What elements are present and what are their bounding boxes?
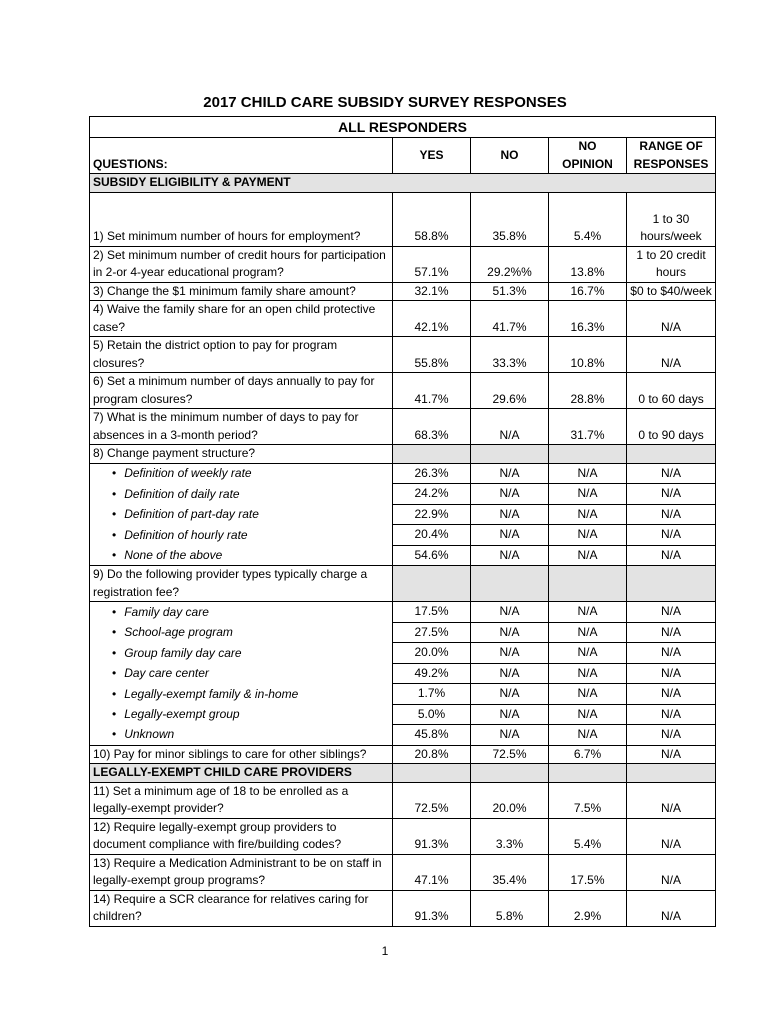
no-cell: N/A: [471, 663, 549, 684]
yes-cell: 91.3%: [393, 818, 471, 854]
range-cell: N/A: [627, 854, 716, 890]
no-opinion-cell: N/A: [549, 484, 627, 505]
question-cell: 1) Set minimum number of hours for employment?: [90, 192, 393, 246]
list-item: [90, 545, 716, 566]
no-opinion-cell: N/A: [549, 463, 627, 484]
no-cell: 3.3%: [471, 818, 549, 854]
question-cell: 3) Change the $1 minimum family share amount?: [90, 282, 393, 301]
yes-cell: 24.2%: [393, 484, 471, 505]
no-cell: 72.5%: [471, 745, 549, 764]
question-cell: 13) Require a Medication Administrant to be on staff in legally-exempt group programs?: [90, 854, 393, 890]
no-cell: 41.7%: [471, 301, 549, 337]
range-cell: N/A: [627, 725, 716, 746]
yes-cell: 58.8%: [393, 192, 471, 246]
yes-cell: 57.1%: [393, 246, 471, 282]
yes-cell: 55.8%: [393, 337, 471, 373]
table-row: [90, 301, 716, 337]
section-row: [90, 174, 716, 193]
yes-cell: [393, 445, 471, 464]
no-cell: 35.8%: [471, 192, 549, 246]
no-cell: N/A: [471, 622, 549, 643]
no-opinion-cell: 5.4%: [549, 192, 627, 246]
no-opinion-cell: [549, 445, 627, 464]
range-cell: N/A: [627, 704, 716, 725]
no-opinion-cell: 16.7%: [549, 282, 627, 301]
no-cell: N/A: [471, 525, 549, 546]
document-title: 2017 CHILD CARE SUBSIDY SURVEY RESPONSES: [203, 94, 567, 111]
no-opinion-cell: N/A: [549, 545, 627, 566]
no-opinion-cell: N/A: [549, 622, 627, 643]
no-opinion-cell: 7.5%: [549, 782, 627, 818]
no-cell: [471, 566, 549, 602]
question-cell: • School-age program: [90, 622, 393, 643]
range-cell: N/A: [627, 684, 716, 705]
question-cell: • None of the above: [90, 545, 393, 566]
range-cell: 0 to 60 days: [627, 373, 716, 409]
range-cell: N/A: [627, 745, 716, 764]
question-cell: • Legally-exempt group: [90, 704, 393, 725]
range-cell: N/A: [627, 818, 716, 854]
list-item: [90, 643, 716, 664]
no-cell: [471, 445, 549, 464]
no-cell: 35.4%: [471, 854, 549, 890]
no-cell: N/A: [471, 684, 549, 705]
question-cell: • Family day care: [90, 602, 393, 623]
range-cell: N/A: [627, 337, 716, 373]
question-cell: 7) What is the minimum number of days to pay for absences in a 3-month period?: [90, 409, 393, 445]
range-cell: [627, 566, 716, 602]
table-row: [90, 192, 716, 246]
range-cell: 1 to 30 hours/week: [627, 192, 716, 246]
yes-cell: 20.0%: [393, 643, 471, 664]
yes-cell: 68.3%: [393, 409, 471, 445]
no-opinion-cell: 16.3%: [549, 301, 627, 337]
yes-cell: 72.5%: [393, 782, 471, 818]
question-cell: 8) Change payment structure?: [90, 445, 393, 464]
range-cell: N/A: [627, 782, 716, 818]
no-cell: 33.3%: [471, 337, 549, 373]
table-row: [90, 818, 716, 854]
table-row: [90, 337, 716, 373]
range-cell: 0 to 90 days: [627, 409, 716, 445]
list-item: [90, 484, 716, 505]
no-cell: 29.2%%: [471, 246, 549, 282]
no-opinion-cell: 2.9%: [549, 890, 627, 926]
question-cell: 5) Retain the district option to pay for program closures?: [90, 337, 393, 373]
section-heading: LEGALLY-EXEMPT CHILD CARE PROVIDERS: [90, 764, 393, 783]
question-cell: 2) Set minimum number of credit hours for participation in 2-or 4-year educational program?: [90, 246, 393, 282]
range-cell: N/A: [627, 463, 716, 484]
table-row: [90, 373, 716, 409]
table-row: [90, 854, 716, 890]
range-cell: N/A: [627, 545, 716, 566]
yes-cell: 27.5%: [393, 622, 471, 643]
no-opinion-cell: 31.7%: [549, 409, 627, 445]
no-opinion-cell: 28.8%: [549, 373, 627, 409]
questions-header: QUESTIONS:: [90, 138, 393, 174]
question-cell: • Definition of weekly rate: [90, 463, 393, 484]
no-opinion-cell: N/A: [549, 684, 627, 705]
range-cell: N/A: [627, 622, 716, 643]
question-cell: • Day care center: [90, 663, 393, 684]
page-number: 1: [381, 944, 389, 958]
yes-cell: 20.8%: [393, 745, 471, 764]
no-opinion-cell: 5.4%: [549, 818, 627, 854]
header-row: [90, 138, 716, 174]
question-cell: 9) Do the following provider types typically charge a registration fee?: [90, 566, 393, 602]
yes-cell: 45.8%: [393, 725, 471, 746]
question-cell: • Definition of part-day rate: [90, 504, 393, 525]
no-header: NO: [471, 138, 549, 174]
all-responders-label: ALL RESPONDERS: [90, 117, 716, 138]
section-filler-cell: [393, 764, 471, 783]
no-opinion-cell: N/A: [549, 525, 627, 546]
range-cell: N/A: [627, 525, 716, 546]
no-cell: N/A: [471, 504, 549, 525]
yes-cell: 47.1%: [393, 854, 471, 890]
range-header: RANGE OF RESPONSES: [627, 138, 716, 174]
yes-cell: 54.6%: [393, 545, 471, 566]
question-cell: 14) Require a SCR clearance for relatives caring for children?: [90, 890, 393, 926]
yes-cell: 22.9%: [393, 504, 471, 525]
range-cell: $0 to $40/week: [627, 282, 716, 301]
list-item: [90, 725, 716, 746]
no-cell: N/A: [471, 704, 549, 725]
question-cell: • Group family day care: [90, 643, 393, 664]
no-opinion-cell: [549, 566, 627, 602]
section-row: [90, 764, 716, 783]
table-row: [90, 782, 716, 818]
no-opinion-cell: N/A: [549, 602, 627, 623]
list-item: [90, 684, 716, 705]
table-row: [90, 246, 716, 282]
no-opinion-header: NO OPINION: [549, 138, 627, 174]
no-cell: N/A: [471, 725, 549, 746]
no-opinion-cell: 13.8%: [549, 246, 627, 282]
table-row: [90, 409, 716, 445]
table-row: [90, 282, 716, 301]
subtitle-row: [90, 117, 716, 138]
list-item: [90, 463, 716, 484]
no-cell: 20.0%: [471, 782, 549, 818]
yes-header: YES: [393, 138, 471, 174]
no-opinion-cell: N/A: [549, 704, 627, 725]
range-cell: N/A: [627, 504, 716, 525]
section-filler-cell: [549, 764, 627, 783]
no-cell: N/A: [471, 409, 549, 445]
no-cell: 5.8%: [471, 890, 549, 926]
yes-cell: 20.4%: [393, 525, 471, 546]
list-item: [90, 663, 716, 684]
section-filler-cell: [471, 764, 549, 783]
no-opinion-cell: N/A: [549, 504, 627, 525]
yes-cell: 17.5%: [393, 602, 471, 623]
range-cell: N/A: [627, 484, 716, 505]
no-opinion-cell: 10.8%: [549, 337, 627, 373]
yes-cell: 26.3%: [393, 463, 471, 484]
yes-cell: 1.7%: [393, 684, 471, 705]
table-row: [90, 745, 716, 764]
list-item: [90, 622, 716, 643]
survey-table: [89, 116, 716, 927]
no-cell: N/A: [471, 484, 549, 505]
yes-cell: 42.1%: [393, 301, 471, 337]
yes-cell: [393, 566, 471, 602]
range-cell: [627, 445, 716, 464]
no-opinion-cell: 17.5%: [549, 854, 627, 890]
no-opinion-cell: N/A: [549, 725, 627, 746]
no-cell: N/A: [471, 602, 549, 623]
range-cell: N/A: [627, 643, 716, 664]
section-filler-cell: [627, 764, 716, 783]
range-cell: N/A: [627, 602, 716, 623]
table-row: [90, 445, 716, 464]
question-cell: 12) Require legally-exempt group providers to document compliance with fire/building codes?: [90, 818, 393, 854]
list-item: [90, 525, 716, 546]
no-cell: N/A: [471, 643, 549, 664]
no-opinion-cell: N/A: [549, 643, 627, 664]
question-cell: 6) Set a minimum number of days annually to pay for program closures?: [90, 373, 393, 409]
no-cell: 29.6%: [471, 373, 549, 409]
no-cell: N/A: [471, 545, 549, 566]
yes-cell: 5.0%: [393, 704, 471, 725]
no-cell: 51.3%: [471, 282, 549, 301]
no-opinion-cell: N/A: [549, 663, 627, 684]
range-cell: N/A: [627, 890, 716, 926]
question-cell: • Legally-exempt family & in-home: [90, 684, 393, 705]
question-cell: 10) Pay for minor siblings to care for other siblings?: [90, 745, 393, 764]
no-cell: N/A: [471, 463, 549, 484]
yes-cell: 32.1%: [393, 282, 471, 301]
question-cell: 4) Waive the family share for an open child protective case?: [90, 301, 393, 337]
yes-cell: 49.2%: [393, 663, 471, 684]
section-heading: SUBSIDY ELIGIBILITY & PAYMENT: [90, 174, 716, 193]
range-cell: N/A: [627, 663, 716, 684]
list-item: [90, 504, 716, 525]
yes-cell: 41.7%: [393, 373, 471, 409]
question-cell: 11) Set a minimum age of 18 to be enrolled as a legally-exempt provider?: [90, 782, 393, 818]
range-cell: N/A: [627, 301, 716, 337]
list-item: [90, 704, 716, 725]
question-cell: • Unknown: [90, 725, 393, 746]
table-row: [90, 566, 716, 602]
table-row: [90, 890, 716, 926]
range-cell: 1 to 20 credit hours: [627, 246, 716, 282]
yes-cell: 91.3%: [393, 890, 471, 926]
list-item: [90, 602, 716, 623]
question-cell: • Definition of daily rate: [90, 484, 393, 505]
no-opinion-cell: 6.7%: [549, 745, 627, 764]
question-cell: • Definition of hourly rate: [90, 525, 393, 546]
